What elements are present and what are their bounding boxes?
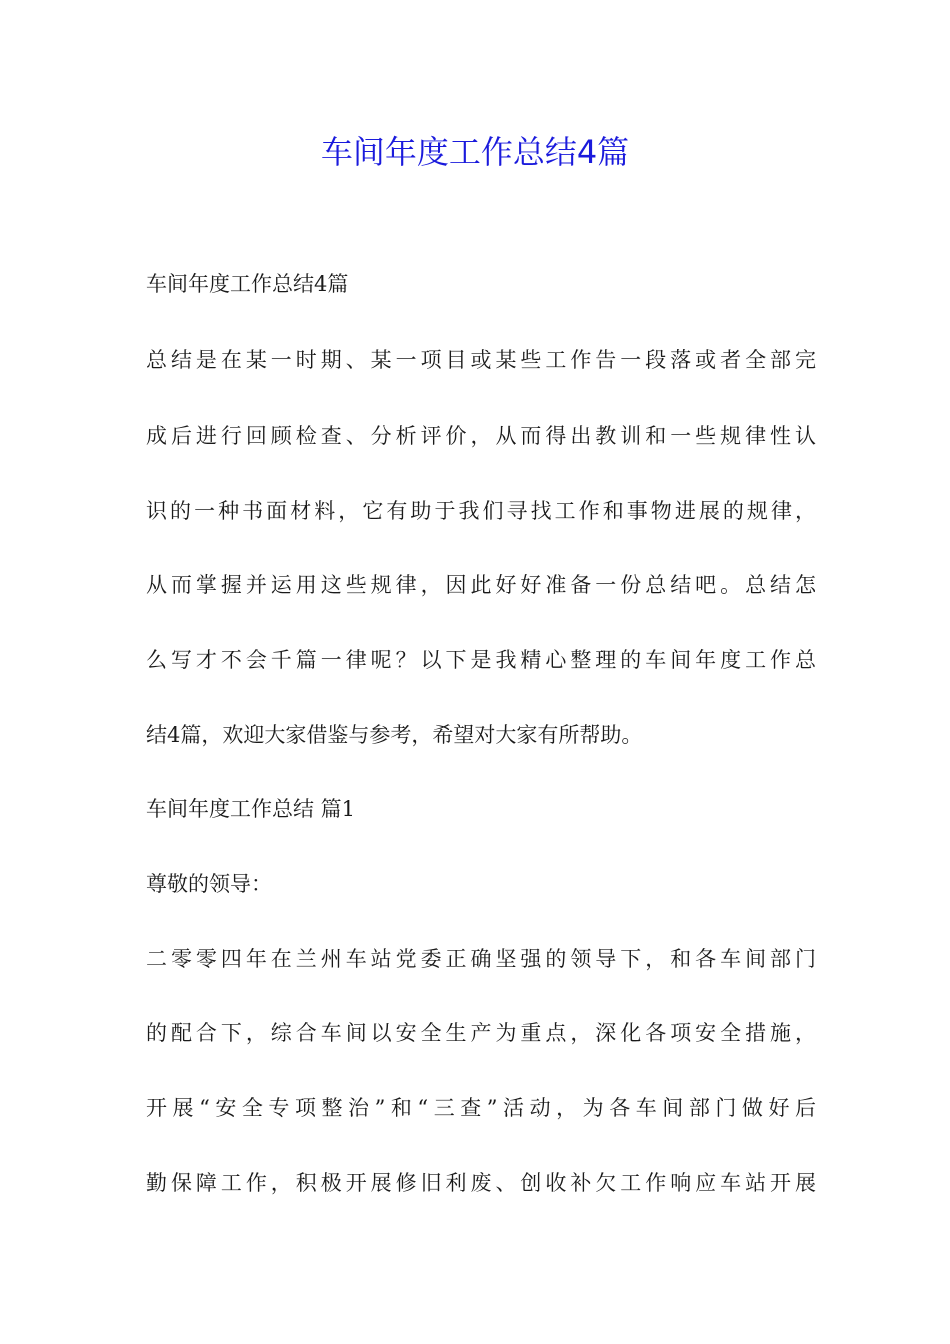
paragraph-line: 么写才不会千篇一律呢？以下是我精心整理的车间年度工作总 <box>146 648 816 672</box>
paragraph-line: 从而掌握并运用这些规律，因此好好准备一份总结吧。总结怎 <box>146 573 816 597</box>
paragraph-line: 识的一种书面材料，它有助于我们寻找工作和事物进展的规律， <box>146 499 816 523</box>
paragraph-line: 结4篇，欢迎大家借鉴与参考，希望对大家有所帮助。 <box>146 723 643 747</box>
paragraph-line: 勤保障工作，积极开展修旧利废、创收补欠工作响应车站开展 <box>146 1171 816 1195</box>
salutation: 尊敬的领导： <box>146 872 272 896</box>
paragraph-line: 二零零四年在兰州车站党委正确坚强的领导下，和各车间部门 <box>146 947 816 971</box>
paragraph-line: 成后进行回顾检查、分析评价，从而得出教训和一些规律性认 <box>146 424 816 448</box>
paragraph-line: 开展“安全专项整治”和“三查”活动，为各车间部门做好后 <box>146 1096 816 1120</box>
paragraph-line: 的配合下，综合车间以安全生产为重点，深化各项安全措施， <box>146 1021 816 1045</box>
paragraph-line: 总结是在某一时期、某一项目或某些工作告一段落或者全部完 <box>146 348 816 372</box>
subtitle-line: 车间年度工作总结4篇 <box>146 272 349 296</box>
document-title: 车间年度工作总结4篇 <box>320 133 630 171</box>
section-heading: 车间年度工作总结 篇1 <box>146 797 356 821</box>
